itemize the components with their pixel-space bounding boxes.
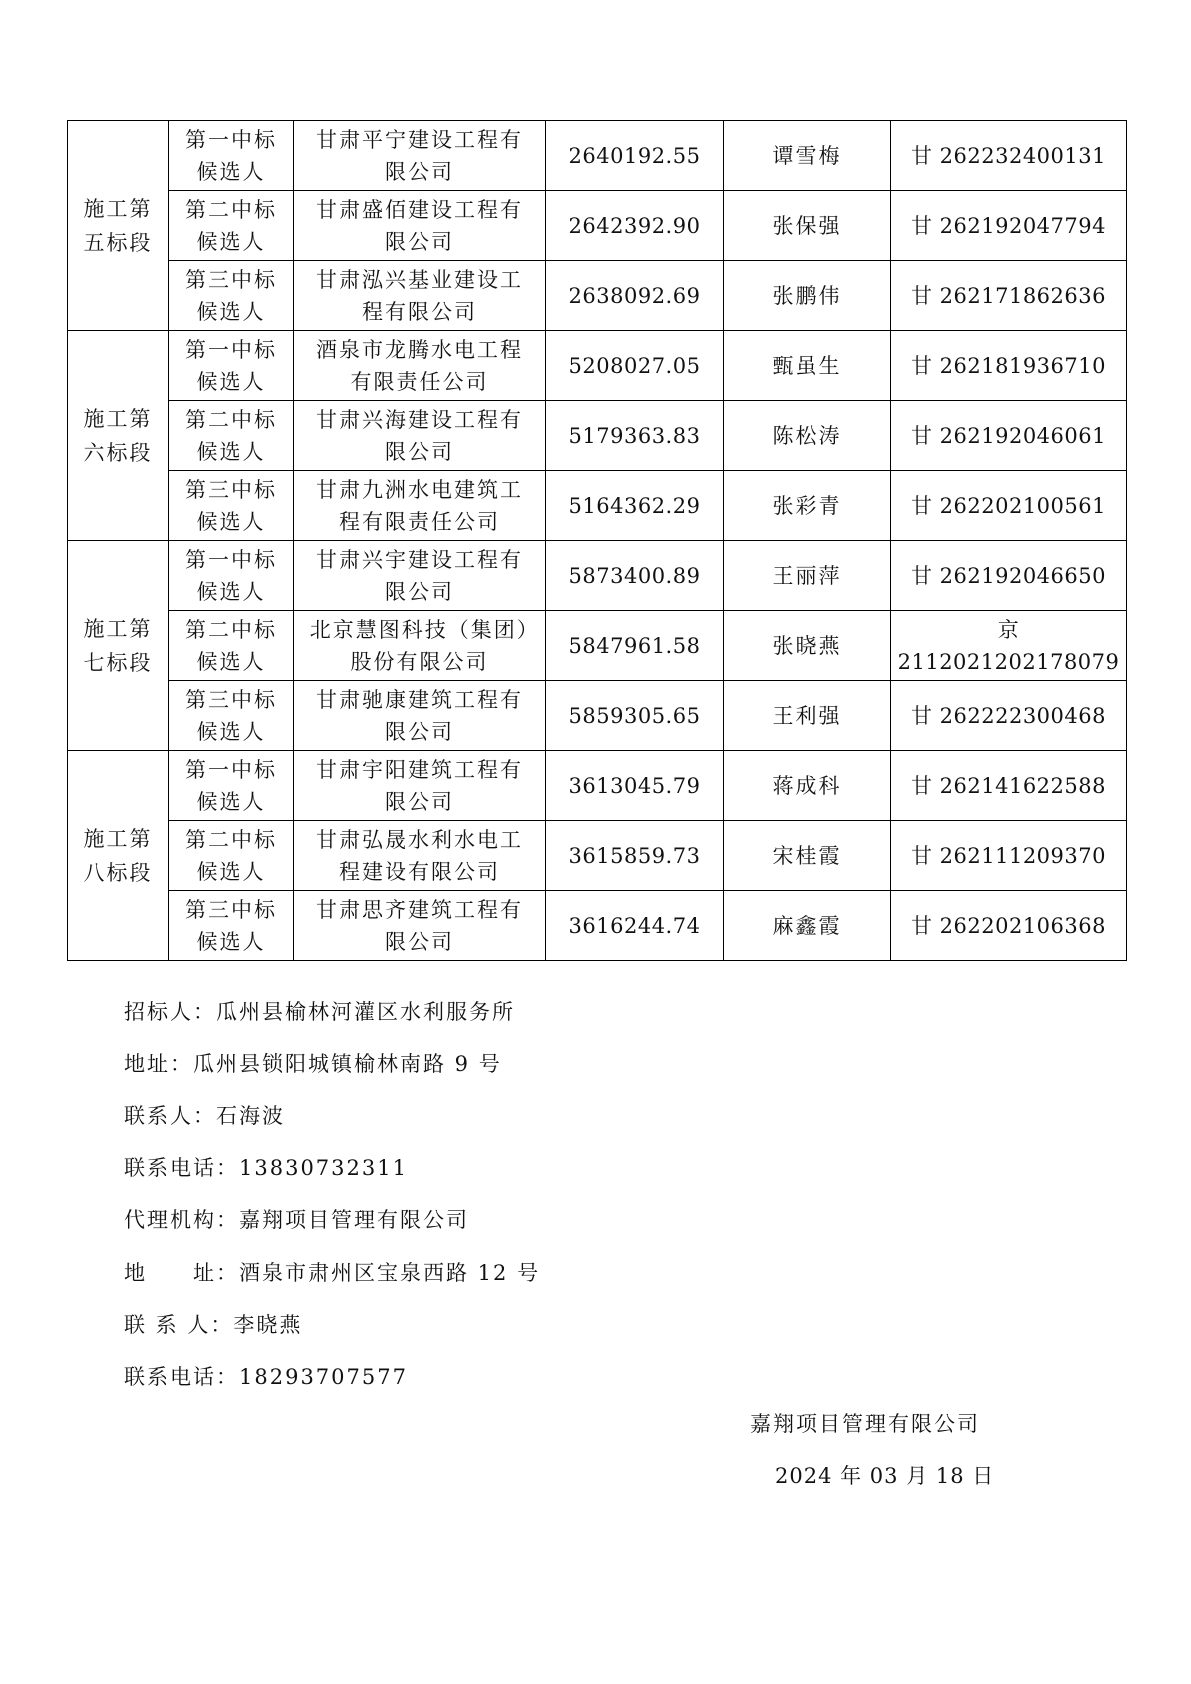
company-name: 北京慧图科技（集团）股份有限公司 [309,617,530,674]
registration-number: 甘 262192046650 [910,563,1106,588]
registration-number-cell [891,681,1127,751]
bid-price-cell [546,331,724,401]
company-name: 甘肃驰康建筑工程有限公司 [316,687,523,744]
candidate-rank-cell [169,821,294,891]
info-line [124,1257,540,1287]
company-name: 甘肃泓兴基业建设工程有限公司 [316,267,523,324]
info-value: 石海波 [216,1104,285,1128]
info-label: 地 址： [124,1261,239,1285]
section-name-cell [68,751,169,961]
bid-price-cell [546,471,724,541]
section-name-cell [68,121,169,331]
bid-price-cell [546,261,724,331]
registration-number-cell [891,541,1127,611]
bid-price: 5859305.65 [568,703,701,728]
company-name-cell [294,261,546,331]
bid-price: 2642392.90 [568,213,701,238]
company-name: 甘肃九洲水电建筑工程有限责任公司 [316,477,523,534]
candidate-rank-cell [169,191,294,261]
candidate-rank-cell [169,541,294,611]
company-name: 甘肃弘晟水利水电工程建设有限公司 [316,827,523,884]
project-manager-cell [724,891,891,961]
info-label: 联系人： [124,1104,216,1128]
bid-price: 5164362.29 [568,493,701,518]
bid-price-cell [546,401,724,471]
project-manager-cell [724,261,891,331]
candidate-rank-cell [169,121,294,191]
bid-price-cell [546,891,724,961]
registration-number: 甘 262111209370 [910,843,1106,868]
candidate-rank: 第一中标候选人 [185,547,277,604]
info-line [124,1100,285,1130]
registration-number: 甘 262202100561 [910,493,1106,518]
candidate-rank-cell [169,331,294,401]
bid-price-cell [546,821,724,891]
info-line [124,1048,502,1078]
bid-price-cell [546,681,724,751]
info-line [124,1204,469,1234]
bid-price-cell [546,541,724,611]
info-label: 地址： [124,1052,193,1076]
registration-number-cell [891,821,1127,891]
candidate-rank: 第三中标候选人 [185,477,277,534]
company-name: 甘肃宇阳建筑工程有限公司 [316,757,523,814]
info-line [124,1152,408,1182]
registration-number: 甘 262171862636 [910,283,1106,308]
signature-date: 2024 年 03 月 18 日 [775,1464,995,1488]
info-line [124,996,515,1026]
candidate-rank-cell [169,261,294,331]
company-name-cell [294,821,546,891]
project-manager-cell [724,681,891,751]
table-row [68,261,1127,331]
registration-number: 京 2112021202178079 [897,617,1120,674]
company-name-cell [294,611,546,681]
candidate-rank-cell [169,611,294,681]
section-name-cell [68,541,169,751]
project-manager-cell [724,611,891,681]
project-manager: 宋桂霞 [772,843,842,868]
candidate-rank: 第二中标候选人 [185,197,277,254]
company-name-cell [294,471,546,541]
section-name: 施工第五标段 [83,196,153,255]
registration-number-cell [891,891,1127,961]
candidate-table-body [68,121,1127,961]
bid-price: 3615859.73 [568,843,701,868]
company-name: 甘肃兴宇建设工程有限公司 [316,547,523,604]
section-name-cell [68,331,169,541]
project-manager: 张彩青 [772,493,842,518]
section-name: 施工第六标段 [83,406,153,465]
bid-price-cell [546,751,724,821]
table-row [68,821,1127,891]
table-row [68,541,1127,611]
candidate-rank-cell [169,401,294,471]
project-manager-cell [724,401,891,471]
registration-number-cell [891,191,1127,261]
registration-number: 甘 262192046061 [910,423,1106,448]
company-name: 酒泉市龙腾水电工程有限责任公司 [316,337,523,394]
bid-price: 2640192.55 [568,143,701,168]
company-name-cell [294,401,546,471]
project-manager-cell [724,471,891,541]
company-name-cell [294,751,546,821]
candidate-rank: 第一中标候选人 [185,757,277,814]
table-row [68,191,1127,261]
bid-price: 5179363.83 [568,423,701,448]
candidate-rank: 第三中标候选人 [185,687,277,744]
registration-number-cell [891,611,1127,681]
project-manager: 张保强 [772,213,842,238]
candidate-rank: 第三中标候选人 [185,897,277,954]
company-name: 甘肃平宁建设工程有限公司 [316,127,523,184]
bid-price: 2638092.69 [568,283,701,308]
company-name-cell [294,891,546,961]
info-value: 13830732311 [239,1156,408,1180]
project-manager: 蒋成科 [772,773,842,798]
project-manager: 张晓燕 [772,633,842,658]
section-name: 施工第七标段 [83,616,153,675]
project-manager: 甄虽生 [772,353,842,378]
registration-number-cell [891,121,1127,191]
info-value: 李晓燕 [233,1313,303,1337]
bid-price: 5847961.58 [568,633,701,658]
candidate-rank: 第一中标候选人 [185,337,277,394]
project-manager-cell [724,541,891,611]
info-value: 嘉翔项目管理有限公司 [239,1208,469,1232]
registration-number: 甘 262141622588 [910,773,1106,798]
project-manager: 王丽萍 [772,563,842,588]
project-manager-cell [724,191,891,261]
table-row [68,471,1127,541]
company-name-cell [294,541,546,611]
candidate-table [67,120,1127,961]
registration-number-cell [891,331,1127,401]
registration-number-cell [891,401,1127,471]
info-value: 瓜州县锁阳城镇榆林南路 9 号 [193,1052,502,1076]
bid-price-cell [546,191,724,261]
company-name-cell [294,331,546,401]
candidate-rank: 第三中标候选人 [185,267,277,324]
signature-org: 嘉翔项目管理有限公司 [750,1412,980,1436]
project-manager: 麻鑫霞 [772,913,842,938]
registration-number: 甘 262232400131 [910,143,1106,168]
project-manager: 陈松涛 [772,423,842,448]
registration-number-cell [891,751,1127,821]
registration-number: 甘 262181936710 [910,353,1106,378]
company-name: 甘肃兴海建设工程有限公司 [316,407,523,464]
candidate-rank-cell [169,751,294,821]
project-manager: 谭雪梅 [772,143,842,168]
company-name-cell [294,681,546,751]
candidate-rank-cell [169,891,294,961]
project-manager-cell [724,331,891,401]
bid-price-cell [546,121,724,191]
project-manager-cell [724,121,891,191]
info-label: 联系电话： [124,1156,239,1180]
bid-price: 5208027.05 [568,353,701,378]
registration-number: 甘 262192047794 [910,213,1106,238]
table-row [68,891,1127,961]
bid-price: 3616244.74 [568,913,701,938]
table-row [68,121,1127,191]
candidate-rank: 第二中标候选人 [185,617,277,674]
table-row [68,611,1127,681]
info-label: 招标人： [124,1000,216,1024]
candidate-rank: 第一中标候选人 [185,127,277,184]
project-manager: 王利强 [772,703,842,728]
info-label: 代理机构： [124,1208,239,1232]
table-row [68,751,1127,821]
info-value: 酒泉市肃州区宝泉西路 12 号 [239,1261,541,1285]
info-line [124,1309,302,1339]
candidate-rank: 第二中标候选人 [185,407,277,464]
bid-price: 5873400.89 [568,563,701,588]
project-manager-cell [724,821,891,891]
bid-price: 3613045.79 [568,773,701,798]
registration-number: 甘 262202106368 [910,913,1106,938]
company-name-cell [294,191,546,261]
table-row [68,681,1127,751]
project-manager-cell [724,751,891,821]
info-value: 18293707577 [239,1365,408,1389]
company-name: 甘肃思齐建筑工程有限公司 [316,897,523,954]
section-name: 施工第八标段 [83,826,153,885]
company-name-cell [294,121,546,191]
info-label: 联 系 人： [124,1313,234,1337]
table-row [68,331,1127,401]
registration-number: 甘 262222300468 [910,703,1106,728]
info-value: 瓜州县榆林河灌区水利服务所 [216,1000,515,1024]
company-name: 甘肃盛佰建设工程有限公司 [316,197,523,254]
candidate-rank-cell [169,471,294,541]
table-row [68,401,1127,471]
bid-price-cell [546,611,724,681]
project-manager: 张鹏伟 [772,283,842,308]
info-line [124,1361,408,1391]
candidate-rank-cell [169,681,294,751]
registration-number-cell [891,471,1127,541]
registration-number-cell [891,261,1127,331]
candidate-rank: 第二中标候选人 [185,827,277,884]
info-label: 联系电话： [124,1365,239,1389]
